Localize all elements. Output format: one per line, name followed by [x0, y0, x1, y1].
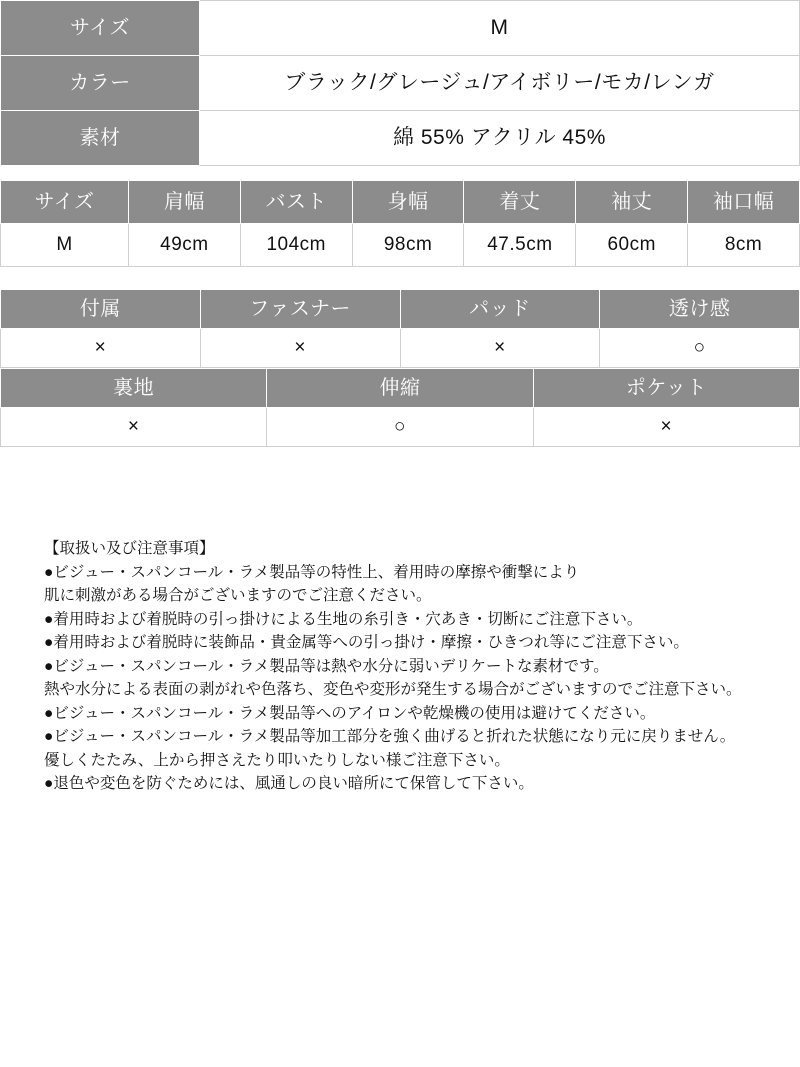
table-row [1, 111, 800, 166]
feature-value-attachment: × [1, 329, 201, 368]
measure-value-3: 98cm [352, 224, 464, 267]
features-table-top [0, 289, 800, 368]
table-row-values [1, 408, 800, 447]
measure-value-5: 60cm [576, 224, 688, 267]
feature-value-pad: × [400, 329, 600, 368]
feature-header-attachment: 付属 [1, 290, 201, 329]
measure-value-4: 47.5cm [464, 224, 576, 267]
care-notes-line: 優しくたたみ、上から押さえたり叩いたりしない様ご注意下さい。 [44, 751, 510, 769]
feature-value-lining: × [1, 408, 267, 447]
care-notes-line: 【取扱い及び注意事項】 [44, 540, 215, 557]
care-notes-line: 肌に刺激がある場合がございますのでご注意ください。 [44, 587, 432, 605]
basic-info-label-color: カラー [1, 56, 200, 111]
measurements-table [0, 180, 800, 267]
care-notes-line: ●ビジュー・スパンコール・ラメ製品等は熱や水分に弱いデリケートな素材です。 [44, 657, 609, 675]
table-row-headers [1, 290, 800, 329]
measure-value-1: 49cm [129, 224, 241, 267]
care-notes [0, 537, 800, 796]
measure-header-5: 袖丈 [576, 181, 688, 224]
basic-info-table [0, 0, 800, 166]
table-row [1, 56, 800, 111]
basic-info-label-material: 素材 [1, 111, 200, 166]
measure-header-6: 袖口幅 [688, 181, 800, 224]
table-row-headers [1, 369, 800, 408]
care-notes-line: 熱や水分による表面の剥がれや色落ち、変色や変形が発生する場合がございますのでご注意下さい。 [44, 681, 742, 699]
table-row-values [1, 329, 800, 368]
measure-header-4: 着丈 [464, 181, 576, 224]
measure-header-2: バスト [240, 181, 352, 224]
basic-info-value-color: ブラック/グレージュ/アイボリー/モカ/レンガ [200, 56, 800, 111]
feature-value-sheerness: ○ [600, 329, 800, 368]
feature-header-sheerness: 透け感 [600, 290, 800, 329]
measure-header-0: サイズ [1, 181, 129, 224]
basic-info-value-material: 綿 55% アクリル 45% [200, 111, 800, 166]
feature-header-lining: 裏地 [1, 369, 267, 408]
feature-header-stretch: 伸縮 [267, 369, 533, 408]
measure-value-0: M [1, 224, 129, 267]
care-notes-line: ●ビジュー・スパンコール・ラメ製品等の特性上、着用時の摩擦や衝撃により [44, 563, 580, 581]
care-notes-line: ●ビジュー・スパンコール・ラメ製品等へのアイロンや乾燥機の使用は避けてください。 [44, 704, 656, 722]
feature-header-zipper: ファスナー [200, 290, 400, 329]
table-row-values [1, 224, 800, 267]
measure-header-1: 肩幅 [129, 181, 241, 224]
care-notes-line: ●着用時および着脱時の引っ掛けによる生地の糸引き・穴あき・切断にご注意下さい。 [44, 610, 643, 628]
measure-header-3: 身幅 [352, 181, 464, 224]
measure-value-2: 104cm [240, 224, 352, 267]
measure-value-6: 8cm [688, 224, 800, 267]
feature-value-pocket: × [533, 408, 799, 447]
table-row-headers [1, 181, 800, 224]
care-notes-line: ●ビジュー・スパンコール・ラメ製品等加工部分を強く曲げると折れた状態になり元に戻りません。 [44, 728, 736, 746]
features-table-bottom [0, 368, 800, 447]
feature-header-pocket: ポケット [533, 369, 799, 408]
basic-info-value-size: M [200, 1, 800, 56]
basic-info-label-size: サイズ [1, 1, 200, 56]
table-row [1, 1, 800, 56]
feature-header-pad: パッド [400, 290, 600, 329]
feature-value-stretch: ○ [267, 408, 533, 447]
care-notes-line: ●退色や変色を防ぐためには、風通しの良い暗所にて保管して下さい。 [44, 775, 534, 793]
feature-value-zipper: × [200, 329, 400, 368]
care-notes-line: ●着用時および着脱時に装飾品・貴金属等への引っ掛け・摩擦・ひきつれ等にご注意下さい。 [44, 634, 689, 652]
